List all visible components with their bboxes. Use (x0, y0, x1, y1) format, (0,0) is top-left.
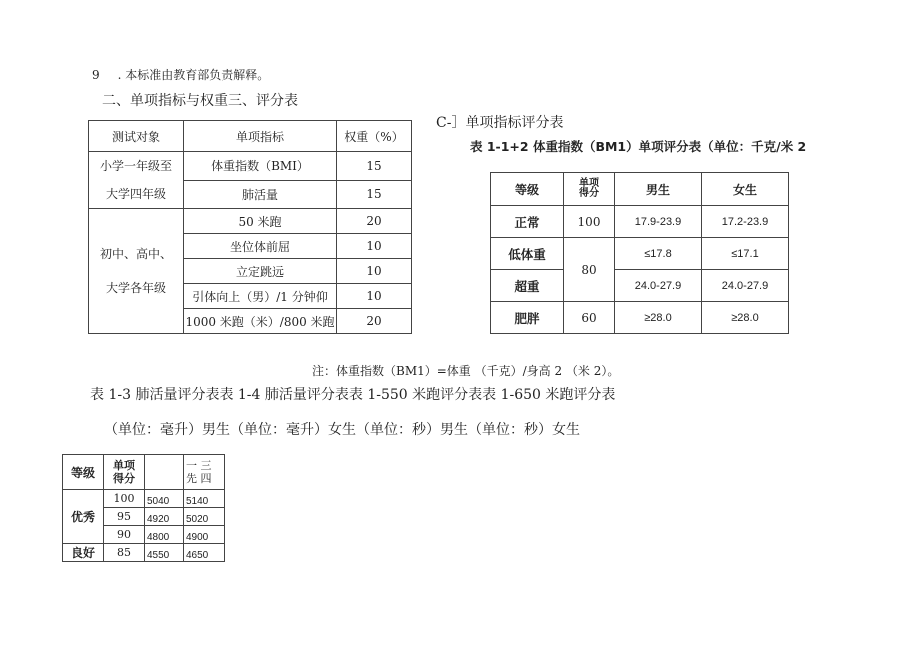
male-value-cell: 24.0-27.9 (615, 270, 702, 302)
weight-cell: 20 (337, 309, 412, 334)
group-line: 大学四年级 (105, 187, 166, 201)
header-grade: 等级 (63, 455, 104, 490)
indicator-cell: 立定跳远 (184, 259, 337, 284)
male-value-cell: 4920 (145, 508, 184, 526)
score-cell: 90 (104, 526, 145, 544)
male-value-cell: 4800 (145, 526, 184, 544)
vital-capacity-table (62, 454, 225, 562)
male-value-cell: 5040 (145, 490, 184, 508)
header-score (104, 455, 145, 490)
score-cell: 60 (564, 302, 615, 334)
table-row (491, 206, 789, 238)
score-cell: 85 (104, 544, 145, 562)
table-row (491, 302, 789, 334)
table-row (89, 209, 412, 234)
grade-cell: 低体重 (491, 238, 564, 270)
table-titles-line: 表 1-3 肺活量评分表表 1-4 肺活量评分表表 1-550 米跑评分表表 1-650 米跑评分表 (90, 387, 616, 403)
table-header-row (89, 121, 412, 152)
female-value-cell: 17.2-23.9 (702, 206, 789, 238)
female-value-cell: ≤17.1 (702, 238, 789, 270)
indicator-cell: 1000 米跑（米）/800 米跑 (184, 309, 337, 334)
table-units-line: （单位：毫升）男生（单位：毫升）女生（单位：秒）男生（单位：秒）女生 (104, 422, 580, 438)
header-male: 男生 (615, 173, 702, 206)
male-value-cell: ≥28.0 (615, 302, 702, 334)
female-value-cell: 4650 (184, 544, 225, 562)
male-value-cell: 17.9-23.9 (615, 206, 702, 238)
clause-9 (92, 66, 269, 83)
header-female: 女生 (702, 173, 789, 206)
weight-cell: 15 (337, 180, 412, 209)
table-row (63, 490, 225, 508)
table-header-row (491, 173, 789, 206)
header-score-line: 得分 (113, 472, 135, 485)
header-test-subject: 测试对象 (89, 121, 184, 152)
header-score-line: 单项 (579, 178, 599, 189)
score-cell: 80 (564, 238, 615, 302)
section-heading: 二、单项指标与权重三、评分表 (102, 93, 298, 109)
table-row (491, 238, 789, 270)
clause-number: 9 (92, 68, 100, 82)
male-value-cell: ≤17.8 (615, 238, 702, 270)
weight-cell: 15 (337, 152, 412, 181)
weight-cell: 10 (337, 234, 412, 259)
grade-cell: 超重 (491, 270, 564, 302)
group-line: 大学各年级 (105, 281, 166, 295)
indicator-cell: 50 米跑 (184, 209, 337, 234)
indicator-weight-table (88, 120, 412, 334)
table-row (63, 544, 225, 562)
female-value-cell: ≥28.0 (702, 302, 789, 334)
header-score-line: 得分 (579, 188, 599, 199)
grade-cell: 正常 (491, 206, 564, 238)
header-score (564, 173, 615, 206)
group-cell-secondary (89, 209, 184, 334)
subsection-heading: C-］单项指标评分表 (436, 115, 564, 131)
header-col4-line: 先 四 (186, 472, 212, 485)
bmi-score-table (490, 172, 789, 334)
female-value-cell: 4900 (184, 526, 225, 544)
header-grade: 等级 (491, 173, 564, 206)
group-line: 初中、高中、 (99, 247, 172, 261)
grade-cell-excellent: 优秀 (63, 490, 104, 544)
header-weight: 权重（%） (337, 121, 412, 152)
weight-cell: 20 (337, 209, 412, 234)
male-value-cell: 4550 (145, 544, 184, 562)
header-score-line: 单项 (113, 459, 135, 472)
grade-cell-good: 良好 (63, 544, 104, 562)
weight-cell: 10 (337, 284, 412, 309)
score-cell: 100 (564, 206, 615, 238)
indicator-cell: 体重指数（BMI） (184, 152, 337, 181)
table-row (491, 270, 789, 302)
grade-cell: 肥胖 (491, 302, 564, 334)
indicator-cell: 肺活量 (184, 180, 337, 209)
header-col4-line: 一 三 (186, 459, 212, 472)
clause-text: . 本标准由教育部负责解释。 (117, 68, 270, 82)
indicator-cell: 坐位体前屈 (184, 234, 337, 259)
score-cell: 95 (104, 508, 145, 526)
header-blank (145, 455, 184, 490)
weight-cell: 10 (337, 259, 412, 284)
table-header-row (63, 455, 225, 490)
score-cell: 100 (104, 490, 145, 508)
bmi-note: 注：体重指数（BM1）=体重 （千克）/身高 2 （米 2）。 (312, 364, 620, 378)
indicator-cell: 引体向上（男）/1 分钟仰 (184, 284, 337, 309)
bmi-table-caption: 表 1-1+2 体重指数（BM1）单项评分表（单位：千克/米 2 (470, 139, 807, 154)
group-cell-primary (89, 152, 184, 209)
header-indicator: 单项指标 (184, 121, 337, 152)
table-row (89, 152, 412, 181)
header-col4 (184, 455, 225, 490)
female-value-cell: 5020 (184, 508, 225, 526)
group-line: 小学一年级至 (99, 159, 172, 173)
female-value-cell: 24.0-27.9 (702, 270, 789, 302)
female-value-cell: 5140 (184, 490, 225, 508)
